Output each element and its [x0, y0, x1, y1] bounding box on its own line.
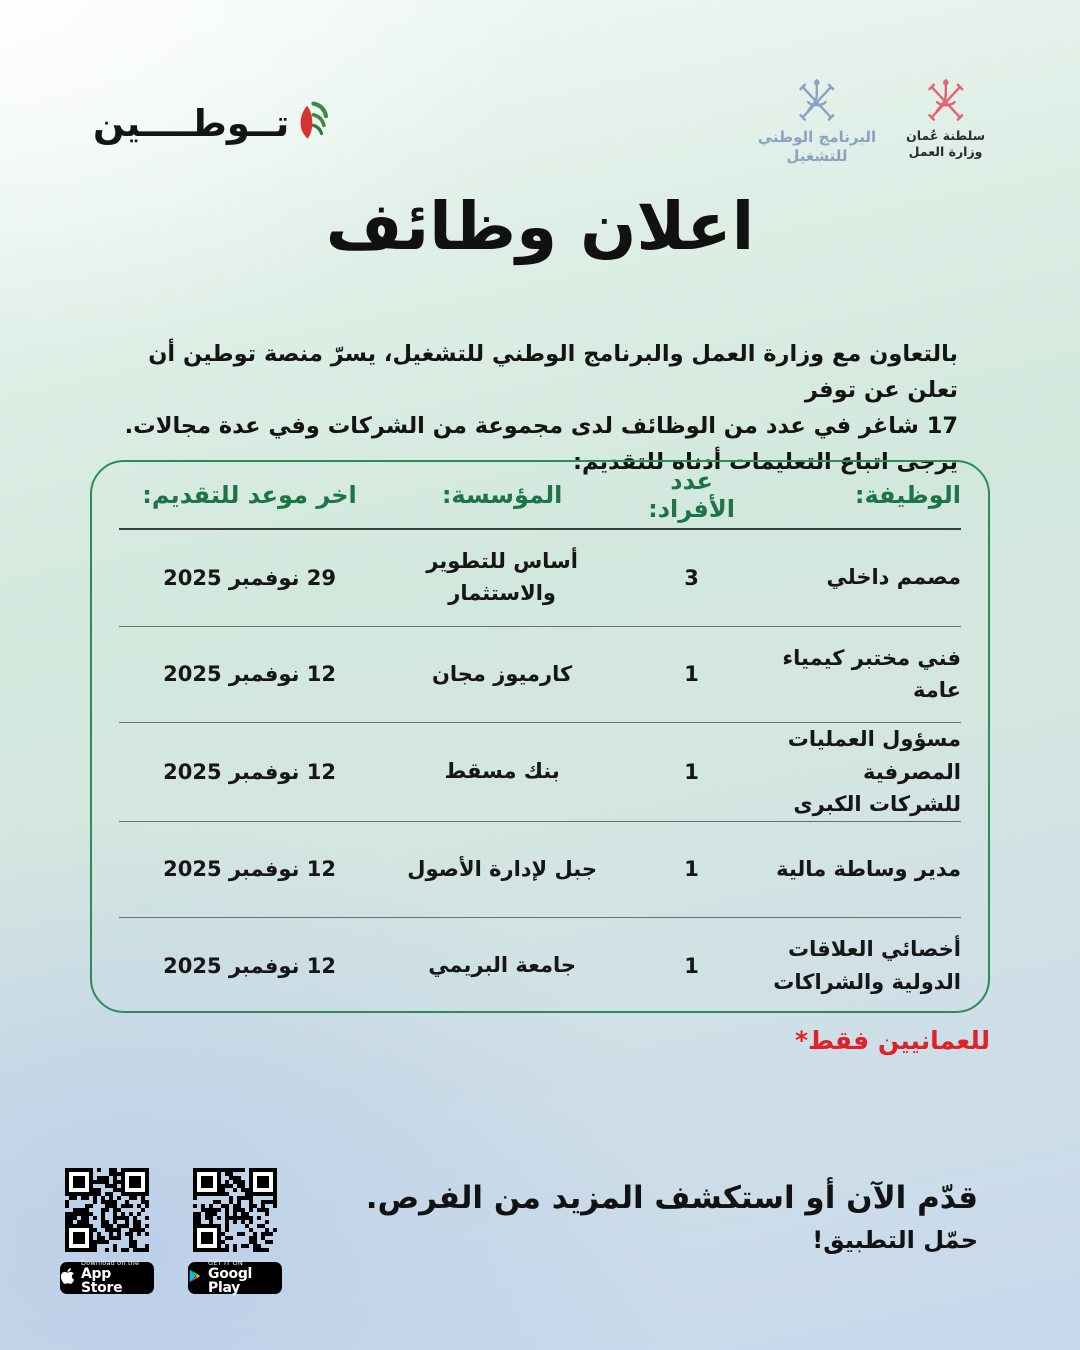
google-play-badge[interactable]: [188, 1258, 282, 1297]
google-play-icon: [188, 1268, 202, 1288]
headcount-cell: 1: [684, 759, 699, 784]
header-organization: المؤسسة:: [441, 481, 563, 509]
header-job: الوظيفة:: [854, 481, 961, 509]
deadline-cell: 12 نوفمبر 2025: [163, 662, 336, 687]
partner-logos: [758, 76, 985, 166]
google-play-badge-top-text: GET IT ON: [208, 1258, 243, 1267]
table-row: [119, 627, 961, 724]
headcount-cell: 1: [684, 857, 699, 882]
app-store-badge-top-text: Download on the: [81, 1258, 140, 1267]
app-store-download: [60, 1168, 154, 1297]
download-section: [60, 1168, 282, 1297]
organization-cell: كارميوز مجان: [431, 661, 573, 686]
app-store-badge-bottom-text: App Store: [81, 1265, 123, 1297]
table-row: [119, 530, 961, 627]
app-store-qr-code: [65, 1168, 149, 1252]
oman-emblem-icon: [924, 76, 968, 128]
deadline-cell: 29 نوفمبر 2025: [163, 565, 336, 590]
google-play-badge-bottom-text: Googl Play: [208, 1265, 253, 1297]
ministry-of-labour-logo: [906, 76, 985, 159]
job-title-cell: مدير وساطة مالية: [776, 857, 961, 882]
job-title-cell: فني مختبر كيمياء عامة: [782, 645, 961, 703]
deadline-cell: 12 نوفمبر 2025: [163, 759, 336, 784]
job-title-cell: مسؤول العمليات المصرفية للشركات الكبرى: [787, 727, 961, 817]
nep-name-line2: للتشغيل: [786, 146, 848, 165]
intro-paragraph: [118, 336, 958, 480]
organization-cell: بنك مسقط: [444, 759, 560, 784]
intro-line-3: يرجى اتباع التعليمات أدناه للتقديم:: [572, 449, 958, 475]
jobs-table: [90, 460, 990, 1013]
deadline-cell: 12 نوفمبر 2025: [163, 953, 336, 978]
header-deadline: اخر موعد للتقديم:: [142, 481, 357, 509]
omanis-only-note: للعمانيين فقط*: [794, 1026, 990, 1055]
tawteen-logo-text: تــوطــــين: [93, 101, 290, 145]
intro-line-2: 17 شاغر في عدد من الوظائف لدى مجموعة من الشركات وفي عدة مجالات.: [124, 413, 958, 439]
table-body: [119, 530, 961, 1014]
organization-cell: جبل لإدارة الأصول: [407, 856, 597, 881]
apple-icon: [60, 1267, 75, 1289]
cta-headline: قدّم الآن أو استكشف المزيد من الفرص.: [365, 1180, 978, 1216]
ministry-name-line2: وزارة العمل: [908, 143, 983, 159]
organization-cell: جامعة البريمي: [428, 953, 577, 978]
tawteen-logo: [93, 98, 329, 144]
oman-emblem-icon: [795, 76, 839, 128]
nep-name-line1: البرنامج الوطني: [757, 128, 877, 146]
deadline-cell: 12 نوفمبر 2025: [163, 857, 336, 882]
headcount-cell: 1: [684, 953, 699, 978]
headcount-cell: 3: [684, 565, 699, 590]
page-title: اعلان وظائف: [325, 188, 755, 265]
ministry-name-line1: سلطنة عُمان: [906, 128, 985, 143]
app-store-badge[interactable]: [60, 1258, 154, 1297]
google-play-download: [188, 1168, 282, 1297]
table-header-row: [119, 462, 961, 530]
header-count: عدد الأفراد:: [648, 467, 735, 523]
organization-cell: أساس للتطوير والاستثمار: [426, 549, 578, 605]
cta-download-app: حمّل التطبيق!: [812, 1226, 978, 1255]
intro-line-1: بالتعاون مع وزارة العمل والبرنامج الوطني للتشغيل، يسرّ منصة توطين أن تعلن عن توفر: [148, 341, 958, 403]
job-title-cell: أخصائي العلاقات الدولية والشراكات: [773, 937, 961, 994]
table-row: [119, 918, 961, 1014]
table-row: [119, 723, 961, 822]
job-title-cell: مصمم داخلي: [826, 565, 961, 590]
cta-block: [366, 1178, 978, 1254]
national-employment-program-logo: [758, 76, 876, 166]
table-row: [119, 822, 961, 919]
headcount-cell: 1: [684, 662, 699, 687]
tawteen-flower-icon: [295, 98, 329, 144]
google-play-qr-code: [193, 1168, 277, 1252]
